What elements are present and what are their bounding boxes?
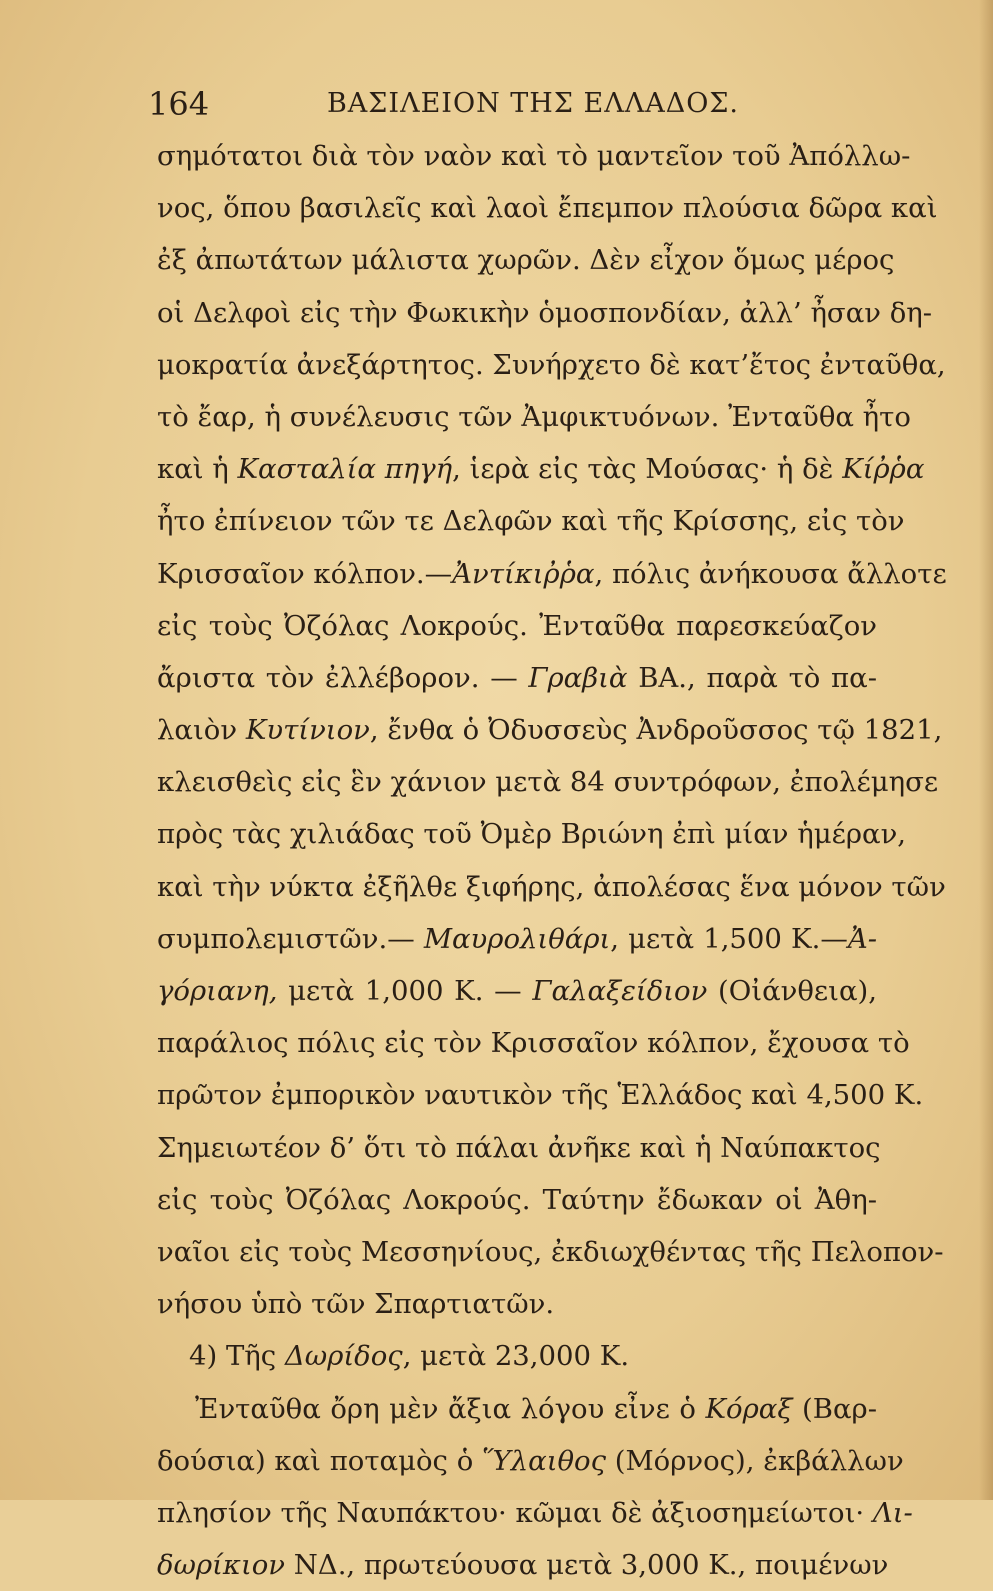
text-segment: κλεισθεὶς εἰς ἓν χάνιον μετὰ 84 συντρόφων, ἐπολέμησε — [157, 766, 939, 799]
text-segment: , πόλις ἀνήκουσα ἄλλοτε — [594, 557, 947, 590]
text-segment: ΒΑ., παρὰ τὸ πα- — [627, 661, 877, 694]
text-segment: νήσου ὑπὸ τῶν Σπαρτιατῶν. — [157, 1288, 555, 1321]
text-segment: πρὸς τὰς χιλιάδας τοῦ Ὀμὲρ Βριώνη ἐπὶ μίαν ἡμέραν, — [157, 818, 907, 851]
text-segment: εἰς τοὺς Ὀζόλας Λοκρούς. Ταύτην ἔδωκαν οἱ Ἀθη- — [157, 1183, 877, 1216]
italic-place-name: Ἀ- — [847, 922, 877, 955]
text-line — [157, 548, 947, 600]
text-segment: καὶ τὴν νύκτα ἐξῆλθε ξιφήρης, ἀπολέσας ἕνα μόνον τῶν — [157, 870, 946, 903]
text-line — [157, 861, 946, 913]
text-line — [157, 1226, 944, 1278]
text-segment: ἐξ ἀπωτάτων μάλιστα χωρῶν. Δὲν εἶχον ὅμως μέρος — [157, 244, 895, 277]
italic-place-name: δωρίκιον — [157, 1549, 286, 1582]
italic-place-name: Γραβιὰ — [528, 661, 628, 694]
text-segment: πρῶτον ἐμπορικὸν ναυτικὸν τῆς Ἑλλάδος καὶ 4,500 Κ. — [157, 1079, 924, 1112]
text-line — [157, 495, 905, 547]
text-body — [157, 130, 947, 1591]
text-segment: εἰς τοὺς Ὀζόλας Λοκρούς. Ἐνταῦθα παρεσκεύαζον — [157, 609, 877, 642]
text-segment: οἱ Δελφοὶ εἰς τὴν Φωκικὴν ὁμοσπονδίαν, ἀλλ’ ἦσαν δη- — [157, 296, 933, 329]
italic-place-name: Λι- — [872, 1496, 913, 1529]
italic-place-name: Ἀντίκιῤῥα — [452, 557, 595, 590]
text-segment: , μετὰ 23,000 Κ. — [402, 1340, 630, 1373]
text-segment: καὶ ἡ — [157, 453, 238, 486]
text-segment: παράλιος πόλις εἰς τὸν Κρισσαῖον κόλπον, ἔχουσα τὸ — [157, 1027, 910, 1060]
italic-place-name: Ὕλαιθος — [482, 1444, 607, 1477]
text-line — [157, 1122, 881, 1174]
text-line — [157, 1539, 889, 1591]
text-segment: , ἱερὰ εἰς τὰς Μούσας· ἡ δὲ — [452, 453, 843, 486]
text-line — [157, 1069, 924, 1121]
text-line — [157, 600, 877, 652]
text-segment: 4) Τῆς — [189, 1340, 285, 1373]
text-segment: ΝΔ., πρωτεύουσα μετὰ 3,000 Κ., ποιμένων — [285, 1549, 889, 1582]
text-segment: (Οἰάνθεια), — [707, 975, 877, 1007]
text-segment: Ἐνταῦθα ὄρη μὲν ἄξια λόγου εἶνε ὁ — [195, 1392, 706, 1425]
text-line — [157, 965, 877, 1017]
text-segment: σημότατοι διὰ τὸν ναὸν καὶ τὸ μαντεῖον τοῦ Ἀπόλλω- — [157, 140, 911, 172]
text-segment: (Μόρνος), ἐκβάλλων — [606, 1444, 904, 1477]
text-line — [157, 287, 933, 339]
text-segment: Κρισσαῖον κόλπον.— — [157, 557, 453, 590]
text-segment: τὸ ἔαρ, ἡ συνέλευσις τῶν Ἀμφικτυόνων. Ἐνταῦθα ἦτο — [157, 400, 911, 433]
italic-place-name: Κίῤῥα — [842, 453, 925, 486]
text-segment: ἦτο ἐπίνειον τῶν τε Δελφῶν καὶ τῆς Κρίσσης, εἰς τὸν — [157, 505, 905, 538]
text-line — [157, 339, 946, 391]
running-title: ΒΑΣΙΛΕΙΟΝ ΤΗΣ ΕΛΛΑΔΟΣ. — [326, 88, 740, 119]
text-segment: πλησίον τῆς Ναυπάκτου· κῶμαι δὲ ἀξιοσημείωτοι· — [157, 1496, 873, 1529]
text-line — [157, 391, 911, 443]
text-segment: λαιὸν — [157, 714, 246, 747]
text-line — [157, 913, 877, 965]
italic-place-name: Κασταλία πηγή — [237, 453, 453, 486]
text-line — [157, 234, 895, 286]
text-segment: συμπολεμιστῶν.— — [157, 922, 424, 955]
text-line — [157, 1278, 877, 1330]
text-line — [157, 1383, 877, 1435]
text-line — [157, 1174, 877, 1226]
text-segment: ἄριστα τὸν ἐλλέβορον. — — [157, 661, 529, 694]
text-line — [157, 808, 907, 860]
text-segment: Σημειωτέον δ’ ὅτι τὸ πάλαι ἀνῆκε καὶ ἡ Ναύπακτος — [157, 1131, 881, 1164]
text-segment: μοκρατία ἀνεξάρτητος. Συνήρχετο δὲ κατ’ἔτος ἐνταῦθα, — [157, 348, 946, 381]
text-segment: μετὰ 1,000 Κ. — — [277, 975, 533, 1007]
text-line — [157, 756, 939, 808]
text-line — [157, 652, 877, 704]
italic-place-name: Γαλαξείδιον — [532, 975, 708, 1007]
text-segment: , μετὰ 1,500 Κ.— — [610, 922, 848, 955]
page-number: 164 — [148, 85, 210, 123]
text-segment: νος, ὅπου βασιλεῖς καὶ λαοὶ ἔπεμπον πλούσια δῶρα καὶ — [157, 192, 938, 225]
text-segment: ναῖοι εἰς τοὺς Μεσσηνίους, ἐκδιωχθέντας τῆς Πελοπον- — [157, 1235, 944, 1268]
text-line — [157, 443, 925, 495]
text-line — [157, 1435, 904, 1487]
text-line — [157, 130, 911, 182]
text-segment: δούσια) καὶ ποταμὸς ὁ — [157, 1444, 482, 1477]
text-line — [157, 182, 938, 234]
italic-place-name: Μαυρολιθάρι — [423, 922, 611, 955]
page-header — [148, 82, 878, 126]
text-segment: , ἔνθα ὁ Ὀδυσσεὺς Ἀνδροῦσσος τῷ 1821, — [369, 714, 943, 747]
section-heading-line — [157, 1330, 877, 1382]
text-segment: (Βαρ- — [792, 1392, 877, 1425]
text-line — [157, 1017, 910, 1069]
italic-place-name: Κυτίνιον — [245, 714, 370, 747]
italic-place-name: Δωρίδος — [284, 1340, 403, 1373]
text-line — [157, 704, 943, 756]
italic-place-name: Κόραξ — [705, 1392, 793, 1425]
text-line — [157, 1487, 913, 1539]
page-edge-shadow — [979, 0, 993, 1500]
italic-place-name: γόριανη, — [157, 975, 278, 1007]
